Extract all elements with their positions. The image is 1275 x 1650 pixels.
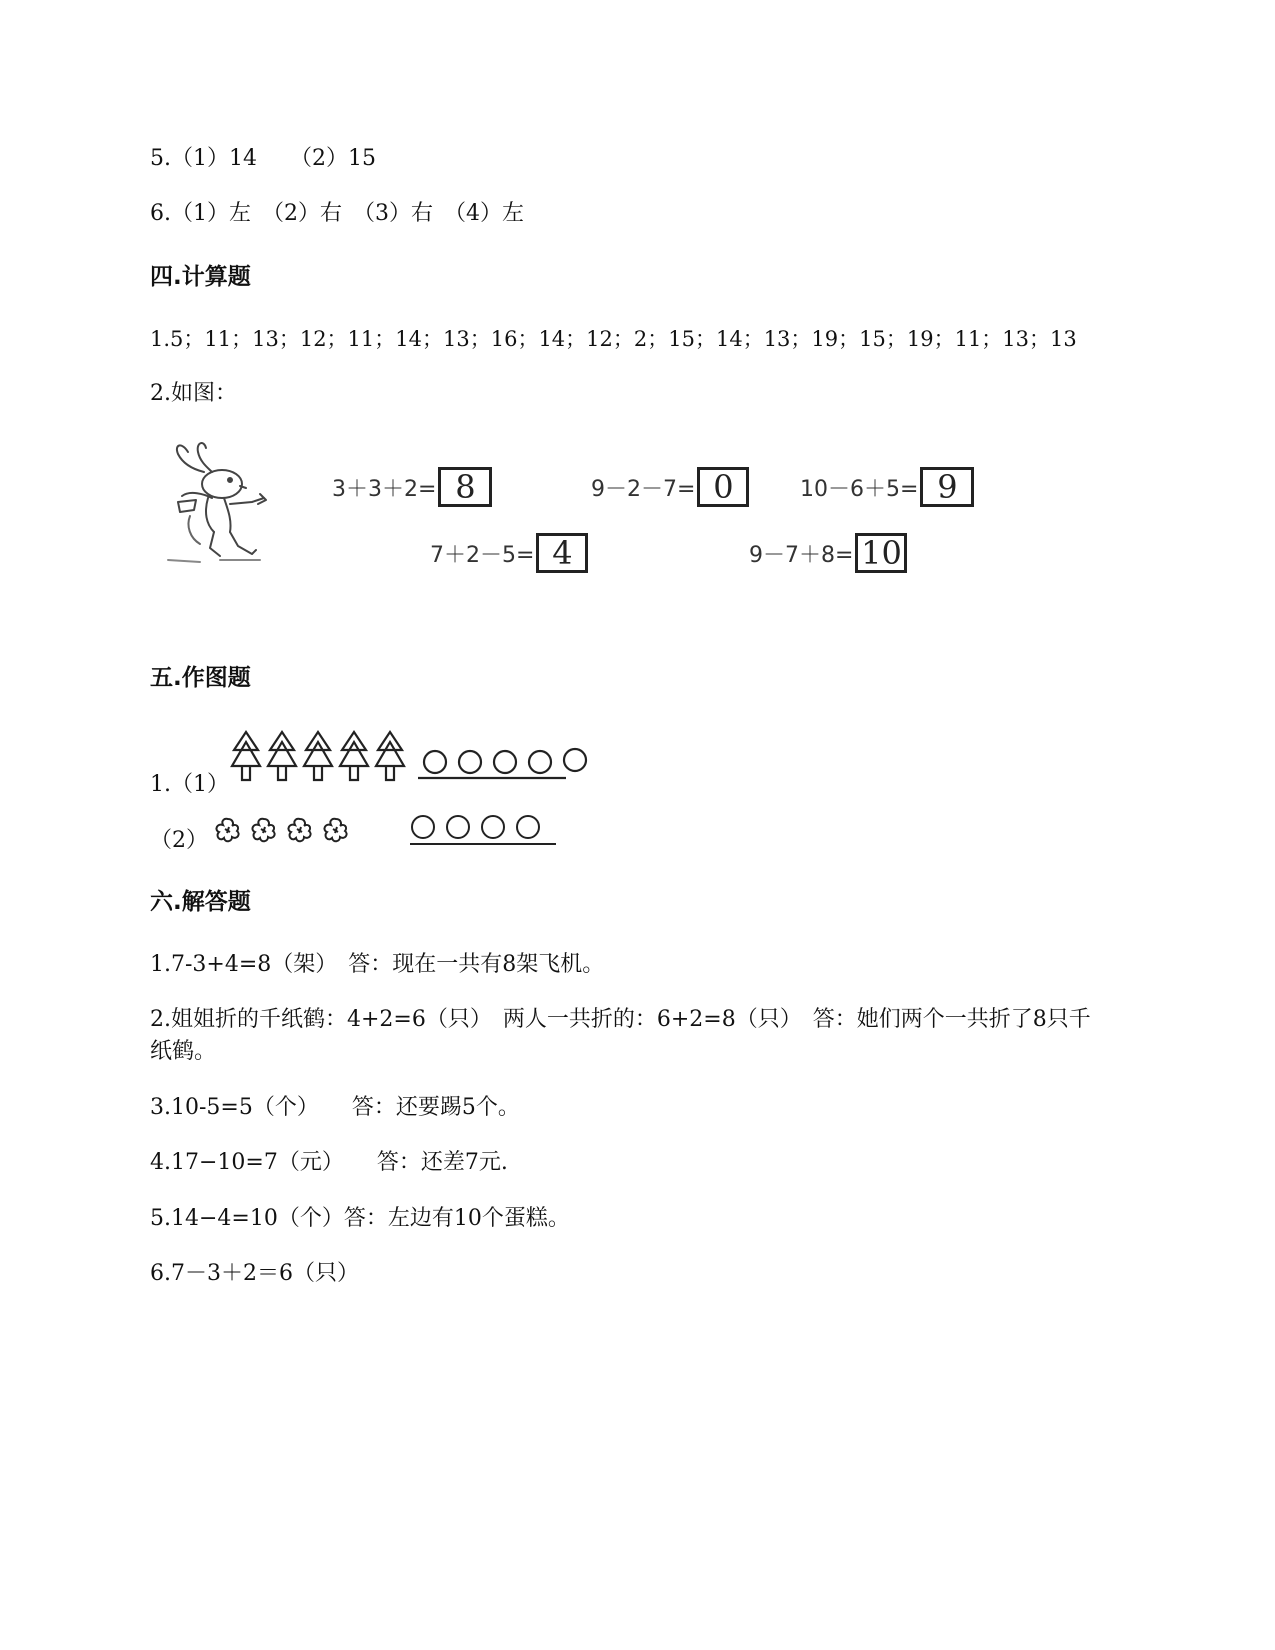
equation-5-answer-box: 10 [855, 533, 907, 573]
tree-icon [232, 732, 260, 780]
flower-icon [216, 819, 238, 841]
equation-3-expr: 10－6＋5= [800, 476, 919, 502]
answer-calc-1: 1.5；11；13；12；11；14；13；16；14；12；2；15；14；13；19；15；19；11；13；13 [150, 327, 1077, 351]
answer-calc-2: 2.如图： [150, 381, 237, 406]
flower-icon [324, 819, 346, 841]
word-problem-answer-3: 3.10-5=5（个） 答：还要踢5个。 [150, 1095, 520, 1120]
equation-4-expr: 7＋2－5= [430, 542, 535, 568]
circle-icon [564, 749, 586, 771]
tree-icon [340, 732, 368, 780]
word-problem-answer-5: 5.14−4=10（个）答：左边有10个蛋糕。 [150, 1206, 570, 1231]
equation-4 [430, 533, 588, 573]
circle-icon [412, 816, 434, 838]
word-problem-answer-4: 4.17−10=7（元） 答：还差7元. [150, 1150, 508, 1175]
drawing-row-2 [210, 806, 580, 854]
equation-1-expr: 3＋3＋2= [332, 476, 437, 502]
word-problem-answer-6: 6.7－3＋2＝6（只） [150, 1261, 359, 1286]
flower-icon [252, 819, 274, 841]
section-heading-calculation: 四.计算题 [150, 264, 251, 290]
tree-icon [304, 732, 332, 780]
drawing-row-2-label: （2） [150, 828, 208, 853]
equation-4-answer-box: 4 [536, 533, 588, 573]
circle-icon [529, 751, 551, 773]
equation-3-answer-box: 9 [920, 467, 974, 507]
circle-icon [424, 751, 446, 773]
circle-icon [482, 816, 504, 838]
answer-5: 5.（1）14 （2）15 [150, 146, 376, 171]
equation-2-answer-box: 0 [697, 467, 749, 507]
circle-icon [517, 816, 539, 838]
drawing-row-1 [228, 728, 608, 790]
section-heading-word-problems: 六.解答题 [150, 889, 251, 915]
equation-2 [591, 467, 749, 507]
circle-icon [459, 751, 481, 773]
circle-icon [494, 751, 516, 773]
circle-icon [447, 816, 469, 838]
word-problem-answer-1: 1.7-3+4=8（架） 答：现在一共有8架飞机。 [150, 952, 605, 977]
drawing-row-1-label: 1.（1） [150, 772, 229, 797]
equation-5-expr: 9－7＋8= [749, 542, 854, 568]
flower-icon [288, 819, 310, 841]
answer-6: 6.（1）左 （2）右 （3）右 （4）左 [150, 201, 524, 226]
tree-icon [376, 732, 404, 780]
word-problem-answer-2: 2.姐姐折的千纸鹤：4+2=6（只） 两人一共折的：6+2=8（只） 答：她们两个一共折了8只千纸鹤。 [150, 1007, 1091, 1064]
equation-2-expr: 9－2－7= [591, 476, 696, 502]
equation-5 [749, 533, 907, 573]
tree-icon [268, 732, 296, 780]
equation-1-answer-box: 8 [438, 467, 492, 507]
rabbit-illustration [160, 440, 275, 565]
equation-3 [800, 467, 974, 507]
equation-1 [332, 467, 492, 507]
section-heading-drawing: 五.作图题 [150, 665, 251, 691]
